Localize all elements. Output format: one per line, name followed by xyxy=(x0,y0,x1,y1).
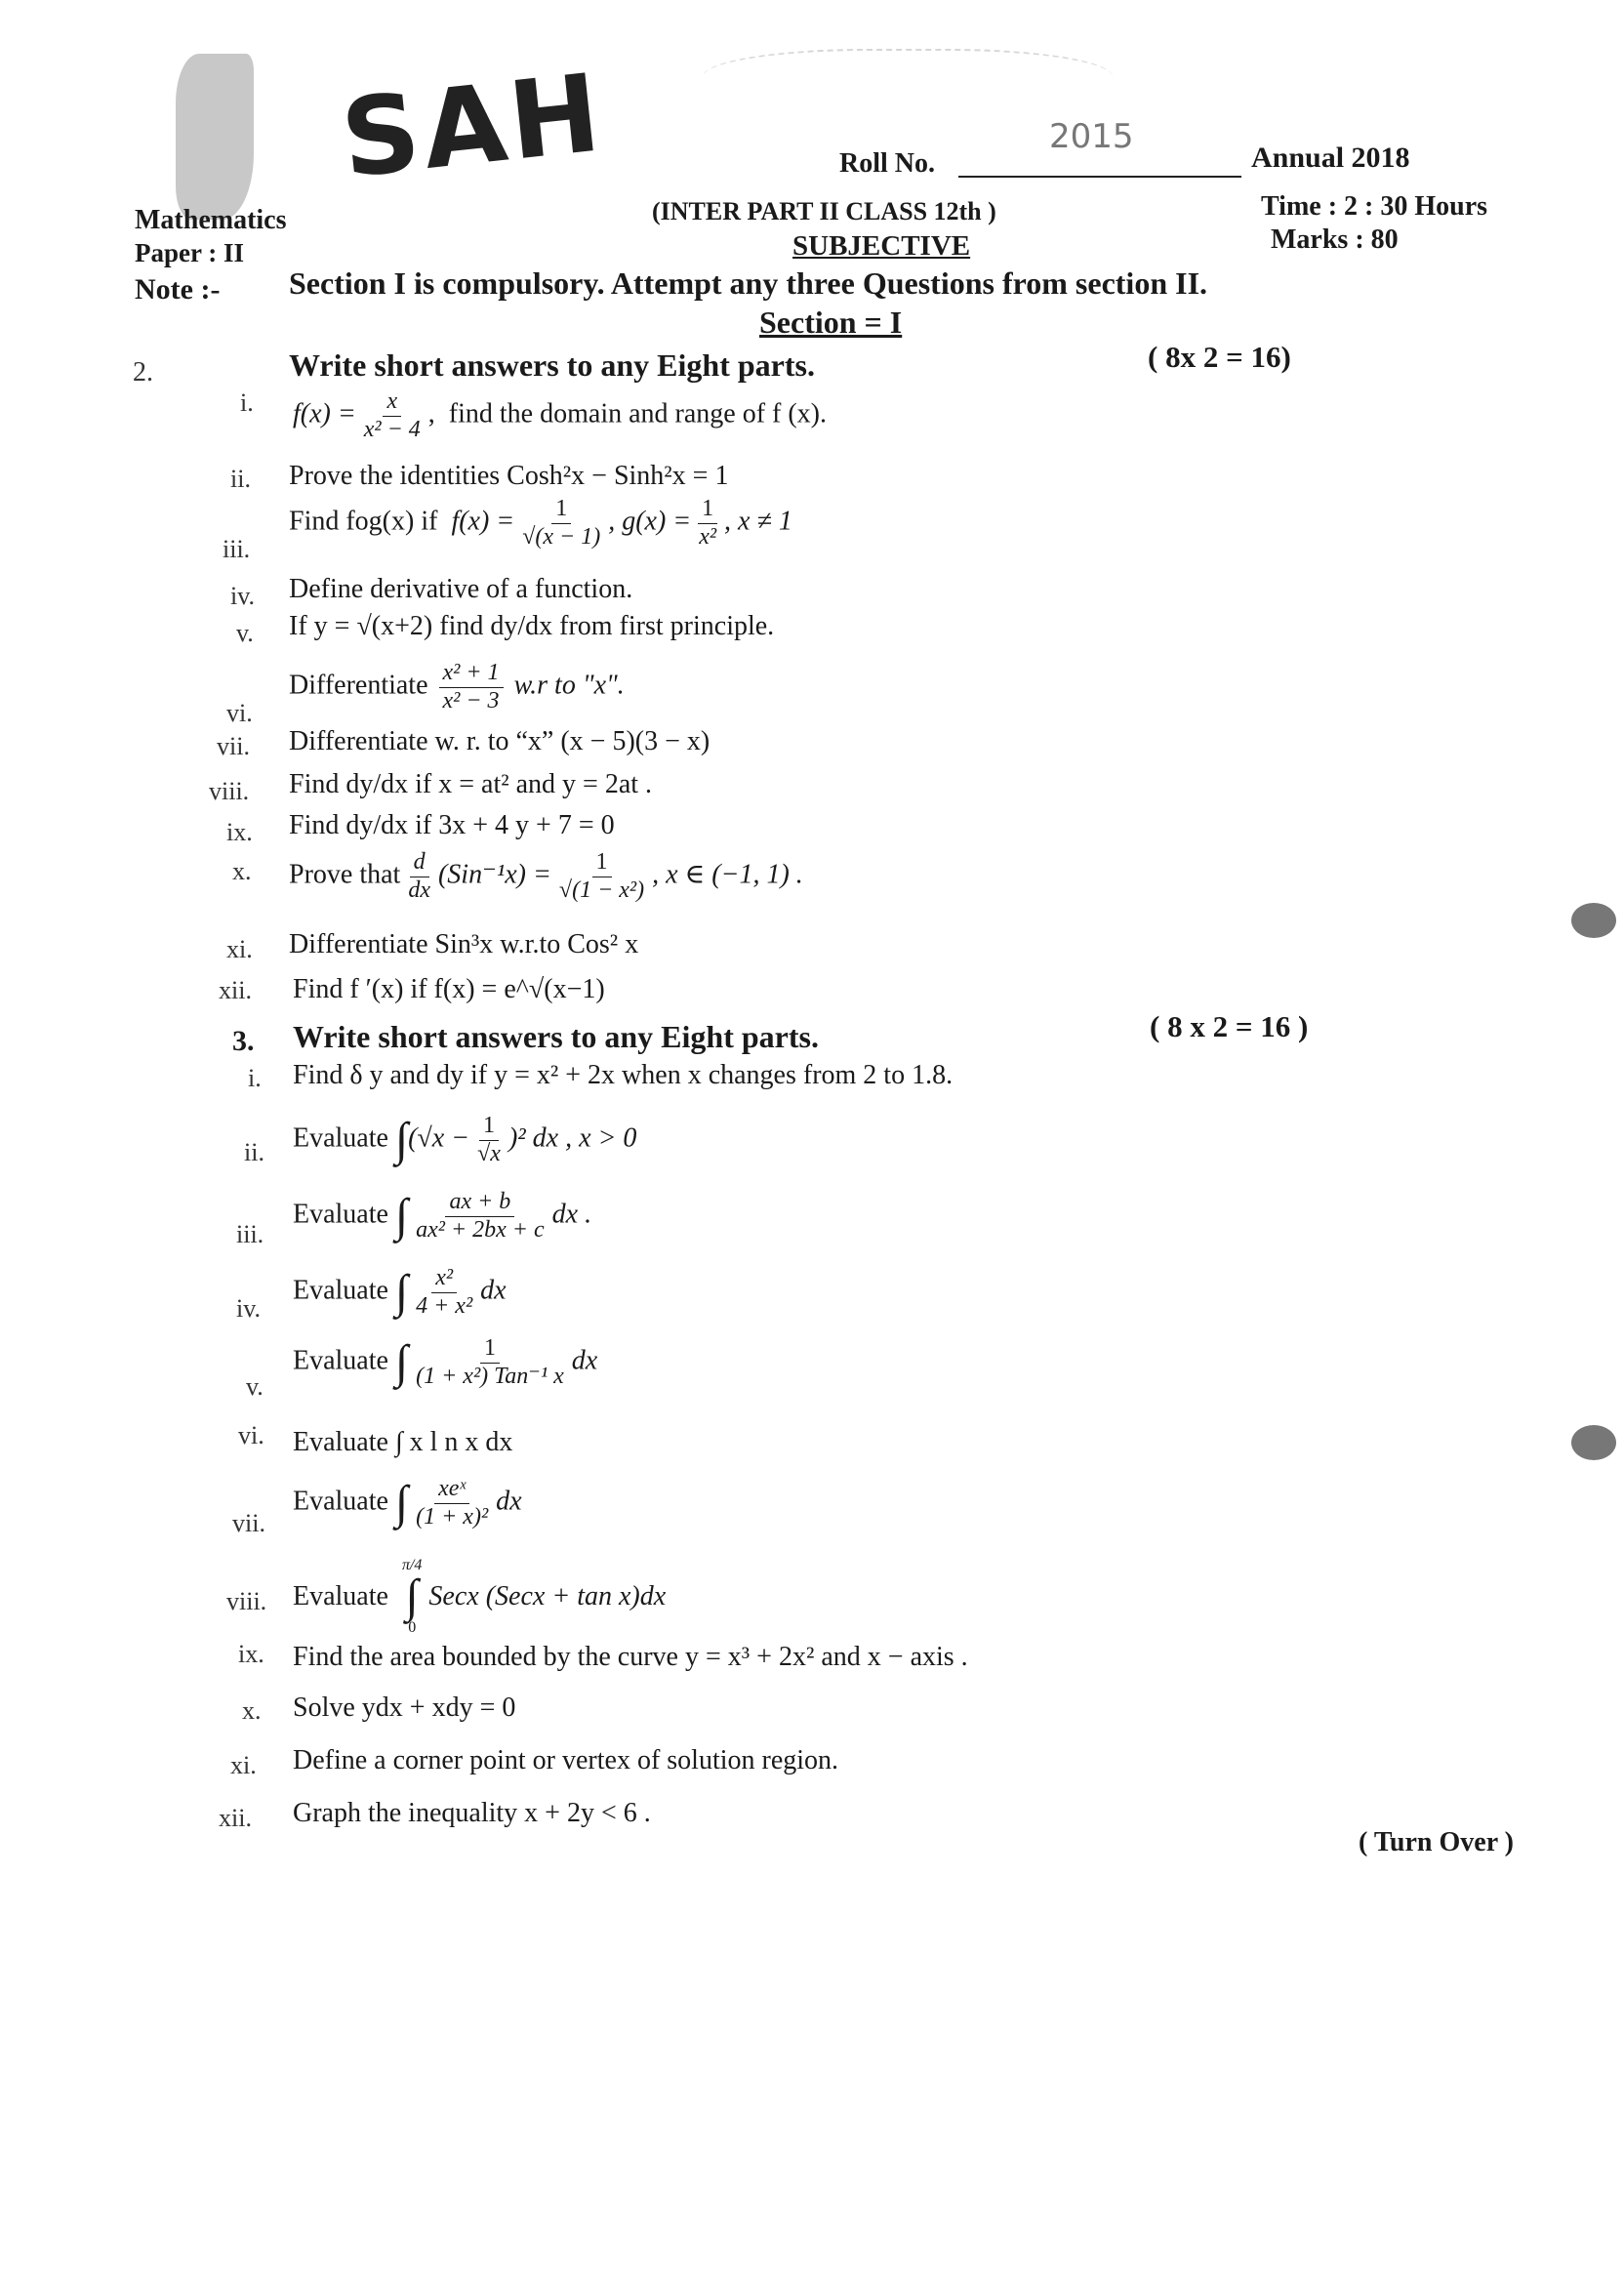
q3-item-vi: Evaluate ∫ x l n x dx xyxy=(293,1427,513,1457)
q3-item-iii: Evaluate ∫ $\frac{ax + b}{\text{ax² + 2bx + c}}$ dx . xyxy=(293,1189,592,1243)
q3-item-num: xi. xyxy=(230,1751,257,1779)
q3-number: 3. xyxy=(232,1025,255,1057)
q3-item-num: x. xyxy=(242,1696,262,1725)
time-label: Time : 2 : 30 Hours xyxy=(1261,191,1488,222)
q2-item-num: ix. xyxy=(226,818,253,846)
integral-icon: ∫ xyxy=(394,1266,409,1319)
turn-over: ( Turn Over ) xyxy=(1359,1827,1514,1857)
q2-marks: ( 8x 2 = 16) xyxy=(1148,340,1291,374)
q3-item-num: xii. xyxy=(219,1804,252,1832)
pen-year: 2015 xyxy=(1049,117,1134,156)
q2-item-num: xii. xyxy=(219,976,252,1004)
note-label: Note :- xyxy=(135,273,221,306)
q3-item-num: v. xyxy=(246,1372,264,1401)
q3-item-x: Solve ydx + xdy = 0 xyxy=(293,1693,516,1723)
q2-item-x: Prove that $\frac{d}{dx}$ (Sin⁻¹x) = $\frac{1}{\text{√(1 − x²)}}$ , x ∈ (−1, 1) . xyxy=(289,849,803,903)
q2-item-xi: Differentiate Sin³x w.r.to Cos² x xyxy=(289,929,639,959)
q2-item-ii: Prove the identities Cosh²x − Sinh²x = 1 xyxy=(289,461,729,491)
q3-item-num: ix. xyxy=(238,1640,264,1668)
handwritten-mark: SAH xyxy=(336,50,610,202)
q3-item-viii: Evaluate π/4 ∫ 0 Secx (Secx + tan x)dx xyxy=(293,1557,667,1636)
roll-label: Roll No. xyxy=(839,148,935,179)
q3-marks: ( 8 x 2 = 16 ) xyxy=(1150,1009,1309,1043)
q2-item-ix: Find dy/dx if 3x + 4 y + 7 = 0 xyxy=(289,810,615,840)
q3-item-num: vii. xyxy=(232,1509,265,1537)
marks-label: Marks : 80 xyxy=(1271,224,1399,255)
q2-item-i: f(x) = $\frac{x}{\text{x² − 4}}$ , find the domain and range of f (x). xyxy=(293,388,827,442)
subject: Mathematics xyxy=(135,205,287,235)
q3-item-num: iv. xyxy=(236,1294,262,1323)
q3-item-vii: Evaluate ∫ $\frac{\text{xeˣ}}{\text{(1 + x)²}}$ dx xyxy=(293,1476,522,1529)
q2-item-vi: Differentiate $\frac{\text{x² + 1}}{\text{x² − 3}}$ w.r to "x". xyxy=(289,660,625,714)
faint-pen-scribble xyxy=(703,49,1113,119)
q2-item-v: If y = √(x+2) find dy/dx from first principle. xyxy=(289,611,775,641)
q2-item-num: vii. xyxy=(217,732,250,760)
q3-item-num: iii. xyxy=(236,1220,264,1248)
q2-item-num: iii. xyxy=(223,535,251,563)
q2-title: Write short answers to any Eight parts. xyxy=(289,347,815,383)
q3-item-ix: Find the area bounded by the curve y = x³ + 2x² and x − axis . xyxy=(293,1642,968,1672)
q3-item-iv: Evaluate ∫ $\frac{\text{x²}}{\text{4 + x²}}$ dx xyxy=(293,1265,507,1319)
punch-hole-bottom xyxy=(1571,1425,1616,1460)
q3-item-num: vi. xyxy=(238,1421,264,1449)
integral-icon: ∫ xyxy=(405,1570,419,1622)
torn-corner-smudge xyxy=(176,54,254,220)
q2-item-iii: Find fog(x) if f(x) = $\frac{1}{√(x - 1)}$ , g(x) = $\frac{1}{\text{x²}}$ , x ≠ 1 xyxy=(289,496,792,550)
q2-item-num: v. xyxy=(236,619,254,647)
integral-icon: ∫ xyxy=(394,1477,409,1529)
q2-number: 2. xyxy=(133,357,153,387)
q2-item-num: viii. xyxy=(209,777,250,805)
q3-item-xi: Define a corner point or vertex of solution region. xyxy=(293,1745,839,1775)
q3-item-i: Find δ y and dy if y = x² + 2x when x changes from 2 to 1.8. xyxy=(293,1060,954,1090)
q3-title: Write short answers to any Eight parts. xyxy=(293,1019,819,1054)
q2-item-viii: Find dy/dx if x = at² and y = 2at . xyxy=(289,769,653,799)
integral-icon: ∫ xyxy=(394,1114,409,1166)
integral-icon: ∫ xyxy=(394,1190,409,1243)
exam-label: Annual 2018 xyxy=(1251,142,1410,174)
q2-item-num: i. xyxy=(240,388,254,417)
q2-item-iv: Define derivative of a function. xyxy=(289,574,633,604)
q3-item-v: Evaluate ∫ $\frac{1}{\text{(1 + x²) Tan⁻¹ x}}$ dx xyxy=(293,1335,598,1389)
note-text: Section I is compulsory. Attempt any three Questions from section II. xyxy=(289,265,1208,301)
q2-item-vii: Differentiate w. r. to “x” (x − 5)(3 − x) xyxy=(289,726,710,756)
q2-item-xii: Find f ′(x) if f(x) = e^√(x−1) xyxy=(293,974,605,1004)
punch-hole-top xyxy=(1571,903,1616,938)
q3-item-num: viii. xyxy=(226,1587,267,1615)
q2-item-num: x. xyxy=(232,857,252,885)
q2-item-num: xi. xyxy=(226,935,253,963)
paper: Paper : II xyxy=(135,238,244,267)
section-title: Section = I xyxy=(759,305,903,340)
integral-icon: ∫ xyxy=(394,1336,409,1389)
q3-item-num: ii. xyxy=(244,1138,264,1166)
q2-item-num: iv. xyxy=(230,582,256,610)
roll-line xyxy=(958,176,1241,178)
q3-item-ii: Evaluate ∫(√x − $\frac{1}{√x}$ )² dx , x > 0 xyxy=(293,1113,637,1166)
q2-item-num: vi. xyxy=(226,699,253,727)
class-line: (INTER PART II CLASS 12th ) xyxy=(652,197,996,225)
q2-item-num: ii. xyxy=(230,465,251,493)
q3-item-num: i. xyxy=(248,1064,262,1092)
q3-item-xii: Graph the inequality x + 2y < 6 . xyxy=(293,1798,651,1828)
subjective-label: SUBJECTIVE xyxy=(792,230,971,262)
